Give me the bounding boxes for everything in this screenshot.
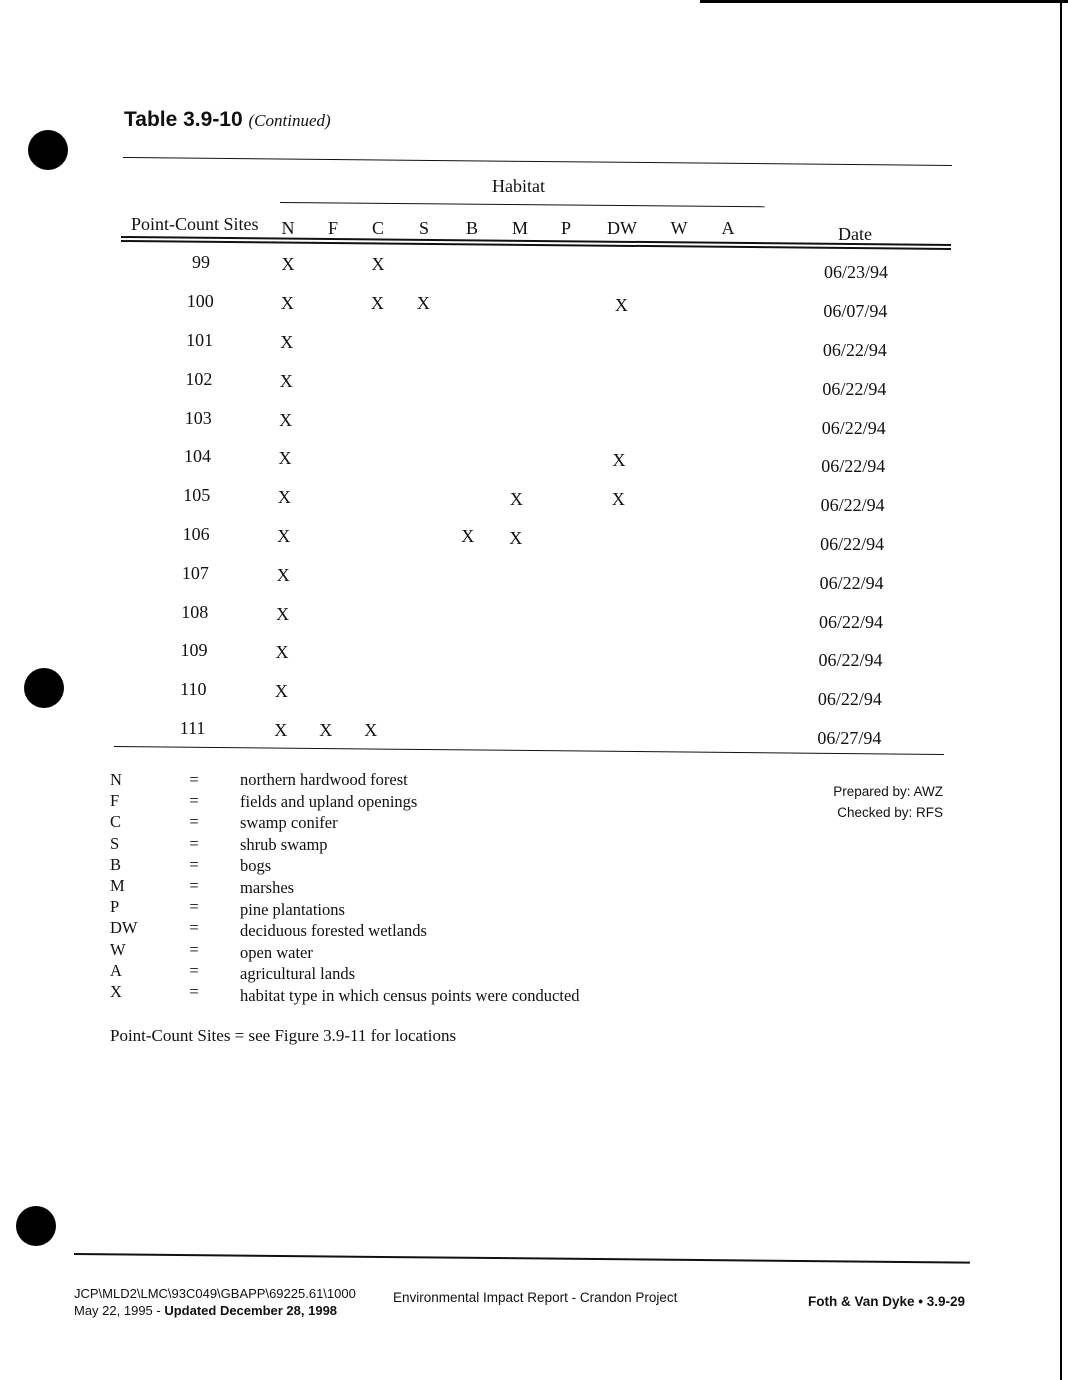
habitat-column-header: C [371,218,384,238]
habitat-column-header: W [670,218,688,238]
habitat-mark: X [279,410,293,430]
legend-code: P [110,897,120,917]
site-date: 06/22/94 [821,456,886,476]
site-number: 108 [181,602,209,622]
table-row [0,602,1068,638]
legend-eq: = [189,833,199,853]
site-number: 109 [180,640,208,660]
habitat-mark: X [274,681,288,701]
habitat-mark: X [280,293,294,313]
habitat-header: Habitat [492,176,545,196]
table-continued: (Continued) [248,111,331,130]
site-date: 06/23/94 [823,262,888,282]
site-date: 06/22/94 [819,573,884,593]
site-date: 06/22/94 [820,534,885,554]
sites-note: Point-Count Sites = see Figure 3.9-11 for locations [110,1026,457,1045]
habitat-mark: X [370,293,384,313]
site-number: 101 [186,330,214,350]
site-date: 06/22/94 [819,612,884,632]
footer-date-line [74,1302,356,1319]
punch-hole [16,1206,56,1246]
habitat-column-header: P [560,218,571,238]
legend-desc: agricultural lands [240,964,356,984]
footer-report-title: Environmental Impact Report - Crandon Project [393,1290,678,1305]
footer-rule [74,1253,970,1264]
habitat-mark: X [275,642,289,662]
site-number: 99 [192,252,210,272]
habitat-column-header: B [465,218,478,238]
site-date: 06/22/94 [822,379,887,399]
legend-desc: swamp conifer [240,813,338,833]
habitat-mark: X [279,371,293,391]
legend-eq: = [189,897,199,917]
punch-hole [28,130,68,170]
legend-eq: = [189,854,199,874]
site-date: 06/07/94 [823,301,888,321]
table-row [0,485,1068,521]
legend-desc: northern hardwood forest [240,770,408,789]
legend-code: N [110,770,122,789]
date-column-header: Date [838,224,872,244]
table-row [0,408,1068,444]
table-row [0,640,1068,676]
legend-code: W [110,939,126,959]
site-date: 06/22/94 [818,650,883,670]
site-date: 06/22/94 [822,340,887,360]
habitat-mark: X [416,293,430,313]
habitat-mark: X [509,489,523,509]
site-number: 106 [182,524,210,544]
legend-eq: = [189,960,199,980]
site-number: 111 [179,718,206,738]
legend-code: X [110,981,122,1001]
habitat-mark: X [612,450,626,470]
legend-code: A [110,960,122,980]
habitat-mark: X [274,720,288,740]
scan-edge-top [700,0,1068,3]
legend-desc: marshes [240,877,295,897]
site-date: 06/22/94 [820,495,885,515]
prepared-block [798,781,943,823]
table-title [124,108,331,132]
habitat-column-header: F [327,218,338,238]
table-row [0,291,1068,327]
legend-eq: = [189,812,199,832]
table-row [0,718,1068,754]
legend-code: B [110,854,122,874]
site-number: 100 [186,291,214,311]
legend-eq: = [189,939,199,959]
site-date: 06/22/94 [821,418,886,438]
legend-desc: deciduous forested wetlands [240,921,427,941]
footer-file-path: JCP\MLD2\LMC\93C049\GBAPP\69225.61\1000 [74,1286,356,1301]
habitat-mark: X [276,604,290,624]
habitat-mark: X [371,254,385,274]
footer-page-number: Foth & Van Dyke • 3.9-29 [808,1294,966,1309]
habitat-mark: X [509,528,523,548]
habitat-mark: X [611,489,625,509]
table-row [0,369,1068,405]
legend-desc: bogs [240,856,272,876]
table-row [0,252,1068,288]
habitat-mark: X [277,526,291,546]
site-number: 107 [181,563,209,583]
habitat-column-header: M [511,218,528,238]
footer-original-date: May 22, 1995 - [74,1303,165,1318]
footer-path-block [74,1285,356,1319]
legend-code: C [110,812,122,832]
table-row [0,524,1068,560]
sites-column-header: Point-Count Sites [131,214,259,234]
legend-eq: = [189,791,199,811]
habitat-column-header: S [418,218,429,238]
habitat-mark: X [278,448,292,468]
table-row [0,679,1068,715]
site-number: 104 [184,446,211,466]
legend-code: S [110,833,120,853]
site-number: 105 [183,485,211,505]
habitat-rule [280,202,765,207]
legend-code: DW [110,918,138,938]
habitat-mark: X [277,487,291,507]
legend-desc: shrub swamp [240,834,328,854]
habitat-mark: X [281,254,295,274]
legend-desc: open water [240,942,313,962]
legend-eq: = [189,875,199,895]
site-number: 103 [184,408,212,428]
table-row [0,563,1068,599]
habitat-column-header: A [721,218,735,238]
checked-by: Checked by: RFS [837,805,943,820]
site-number: 102 [185,369,213,389]
habitat-mark: X [319,720,333,740]
table-number: Table 3.9-10 [124,108,243,131]
prepared-by: Prepared by: AWZ [833,784,943,799]
habitat-mark: X [276,565,290,585]
habitat-mark: X [614,295,628,315]
table-top-rule [123,157,952,166]
table-row [0,330,1068,366]
habitat-column-header: N [281,218,295,238]
legend-eq: = [189,918,199,938]
legend-desc: pine plantations [240,899,345,919]
habitat-mark: X [280,332,294,352]
legend-desc: habitat type in which census points were conducted [240,985,580,1005]
habitat-mark: X [461,526,475,546]
site-date: 06/27/94 [817,728,882,748]
legend-code: F [110,791,120,811]
legend-code: M [110,875,125,895]
habitat-column-header: DW [607,218,637,238]
habitat-mark: X [364,720,378,740]
legend-eq: = [189,770,199,789]
legend-desc: fields and upland openings [240,791,418,811]
footer-updated-date: Updated December 28, 1998 [164,1303,338,1318]
site-date: 06/22/94 [817,689,882,709]
site-number: 110 [180,679,207,699]
legend-eq: = [189,981,199,1001]
table-row [0,446,1068,482]
